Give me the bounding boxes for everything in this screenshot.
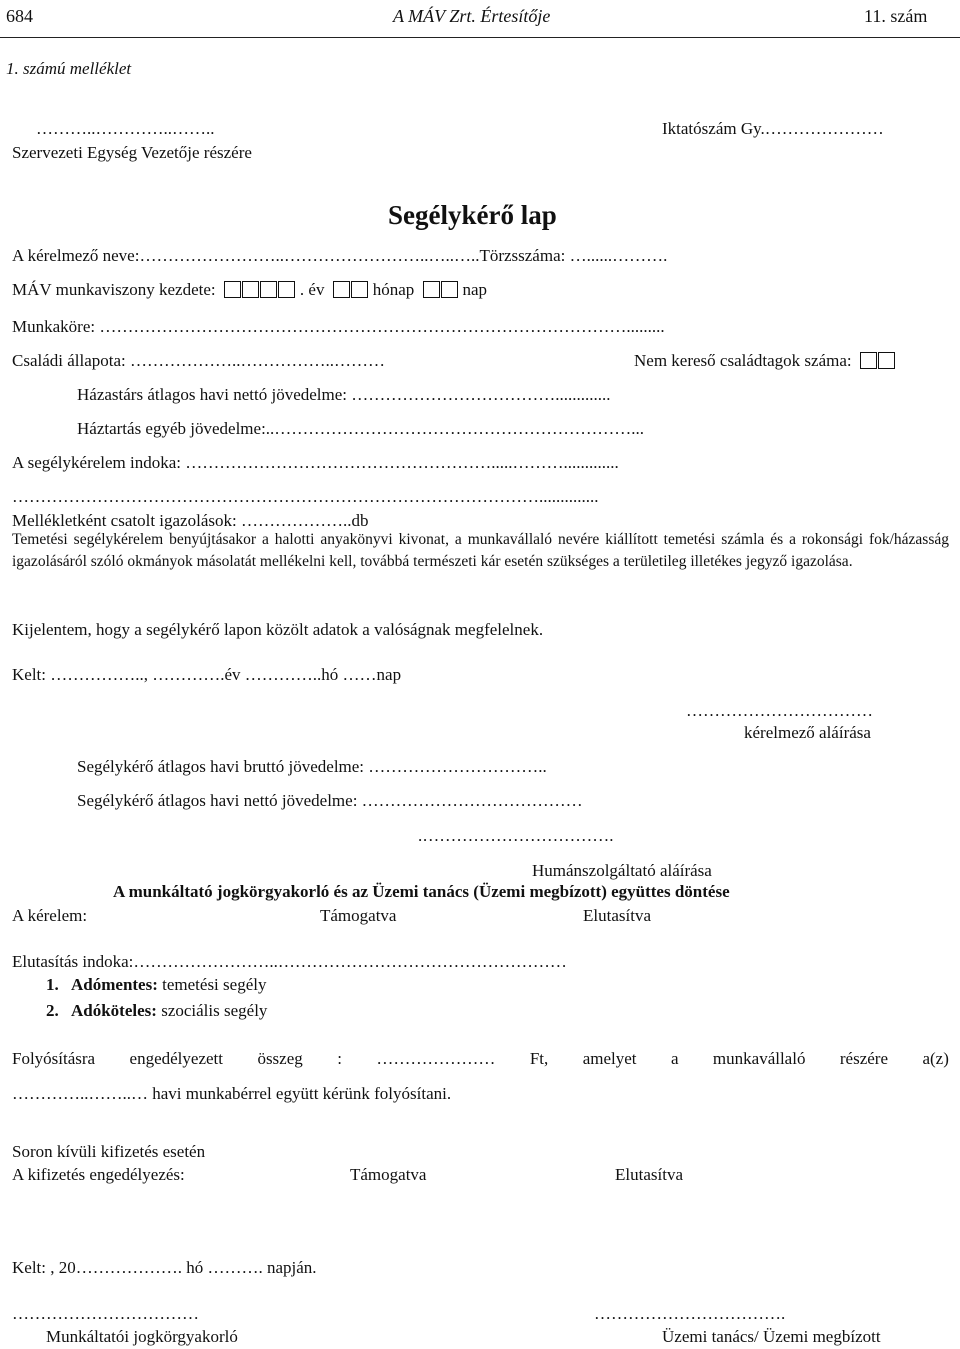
extra-payment-title: Soron kívüli kifizetés esetén <box>12 1142 206 1161</box>
digit-box <box>351 281 368 298</box>
council-signature-dots: ……………………………. <box>594 1304 786 1323</box>
payment-word: : <box>337 1049 342 1068</box>
final-dated-line: Kelt: , 20………………. hó ………. napján. <box>12 1258 317 1277</box>
applicant-signature-dots: …………………………… <box>686 701 873 720</box>
household-income-field: Háztartás egyéb jövedelme:..………………………………………………………... <box>77 419 645 438</box>
payment-word: részére <box>839 1049 889 1068</box>
digit-box <box>260 281 277 298</box>
employment-start-label: MÁV munkaviszony kezdete: <box>12 280 216 299</box>
council-signature-label: Üzemi tanács/ Üzemi megbízott <box>662 1327 881 1346</box>
extra-supported-option: Támogatva <box>350 1165 427 1184</box>
digit-box <box>441 281 458 298</box>
digit-box <box>224 281 241 298</box>
rejected-option: Elutasítva <box>583 906 651 925</box>
item-number: 2. <box>46 1001 59 1020</box>
dated-line: Kelt: …………….., ………….év …………..hó ……nap <box>12 665 402 684</box>
addressee-label: Szervezeti Egység Vezetője részére <box>12 143 252 162</box>
payment-word: ………………… <box>376 1049 496 1068</box>
spouse-income-field: Házastárs átlagos havi nettó jövedelme: ………………………………............. <box>77 385 611 404</box>
year-boxes <box>224 280 296 300</box>
reason-field: A segélykérelem indoka: ……………………………………………….....………............. <box>12 453 619 472</box>
declaration: Kijelentem, hogy a segélykérő lapon közölt adatok a valóságnak megfelelnek. <box>12 620 544 639</box>
payment-word: amelyet <box>582 1049 637 1068</box>
month-label: hónap <box>372 280 415 299</box>
rejection-reason-field: Elutasítás indoka:……………………..…………………………………………… <box>12 952 567 971</box>
applicant-name-field: A kérelmező neve:……………………..……………………..…..…..Törzsszáma: …......………. <box>12 246 668 265</box>
decision-heading: A munkáltató jogkörgyakorló és az Üzemi tanács (Üzemi megbízott) együttes döntése <box>113 882 730 901</box>
applicant-signature-label: kérelmező aláírása <box>744 723 871 742</box>
journal-title: A MÁV Zrt. Értesítője <box>393 6 551 26</box>
hr-signature-dots: .……………………………. <box>418 826 614 845</box>
non-earning-label: Nem kereső családtagok száma: <box>634 351 852 370</box>
day-boxes <box>423 280 459 300</box>
employment-start-row <box>12 280 487 300</box>
payment-word: munkavállaló <box>712 1049 806 1068</box>
page-number: 684 <box>6 6 33 26</box>
attachments-field: Mellékletként csatolt igazolások: ………………..db <box>12 511 369 530</box>
digit-box <box>278 281 295 298</box>
non-earning-members-row <box>634 351 900 371</box>
tax-free-text: temetési segély <box>162 975 267 994</box>
header-rule <box>0 37 960 38</box>
tax-free-item <box>46 975 266 995</box>
payment-word: a(z) <box>922 1049 949 1068</box>
month-boxes <box>333 280 369 300</box>
reason-continuation: ………………………………………………………………………………….............. <box>12 487 599 506</box>
funeral-note: Temetési segélykérelem benyújtásakor a halotti anyakönyvi kivonat, a munkavállaló nevére kiállított temetési számla és a rokonsági fok/házasság igazolásáról szóló okmányok másolatát mellékelni kell, továbbá természeti kár esetén szükséges a területileg illetékes jegyző igazolása. <box>12 531 949 570</box>
job-field: Munkaköre: …………………………………………………………………………………......... <box>12 317 665 336</box>
payment-line <box>12 1049 949 1069</box>
digit-box <box>878 352 895 369</box>
payment-word: összeg <box>257 1049 303 1068</box>
hr-signature-label: Humánszolgáltató aláírása <box>532 861 712 880</box>
form-title: Segélykérő lap <box>388 200 557 230</box>
supported-option: Támogatva <box>320 906 397 925</box>
issue-number: 11. szám <box>864 6 928 26</box>
digit-box <box>860 352 877 369</box>
payment-word: engedélyezett <box>129 1049 223 1068</box>
day-label: nap <box>462 280 488 299</box>
payment-word: a <box>670 1049 679 1068</box>
taxable-text: szociális segély <box>161 1001 268 1020</box>
annex-label: 1. számú melléklet <box>6 59 132 78</box>
digit-box <box>242 281 259 298</box>
gross-income-field: Segélykérő átlagos havi bruttó jövedelme: ………………………….. <box>77 757 547 776</box>
payment-continuation: …………..……..… havi munkabérrel együtt kérünk folyósítani. <box>12 1084 452 1103</box>
registration-number: Iktatószám Gy.………………… <box>662 119 884 138</box>
taxable-item <box>46 1001 267 1021</box>
item-number: 1. <box>46 975 59 994</box>
digit-box <box>333 281 350 298</box>
request-label: A kérelem: <box>12 906 88 925</box>
net-income-field: Segélykérő átlagos havi nettó jövedelme: ………………………………… <box>77 791 583 810</box>
extra-payment-label: A kifizetés engedélyezés: <box>12 1165 185 1184</box>
marital-status-field: Családi állapota: ………………..……………..……… <box>12 351 386 370</box>
extra-rejected-option: Elutasítva <box>615 1165 683 1184</box>
payment-word: Folyósításra <box>12 1049 96 1068</box>
year-label: . év <box>299 280 325 299</box>
employer-signature-label: Munkáltatói jogkörgyakorló <box>46 1327 238 1346</box>
addressee-dots: ………..…………..…….. <box>36 119 215 138</box>
employer-signature-dots: …………………………… <box>12 1304 199 1323</box>
digit-box <box>423 281 440 298</box>
taxable-label: Adóköteles: <box>71 1001 157 1020</box>
payment-word: Ft, <box>529 1049 549 1068</box>
count-boxes <box>860 351 896 371</box>
tax-free-label: Adómentes: <box>71 975 158 994</box>
